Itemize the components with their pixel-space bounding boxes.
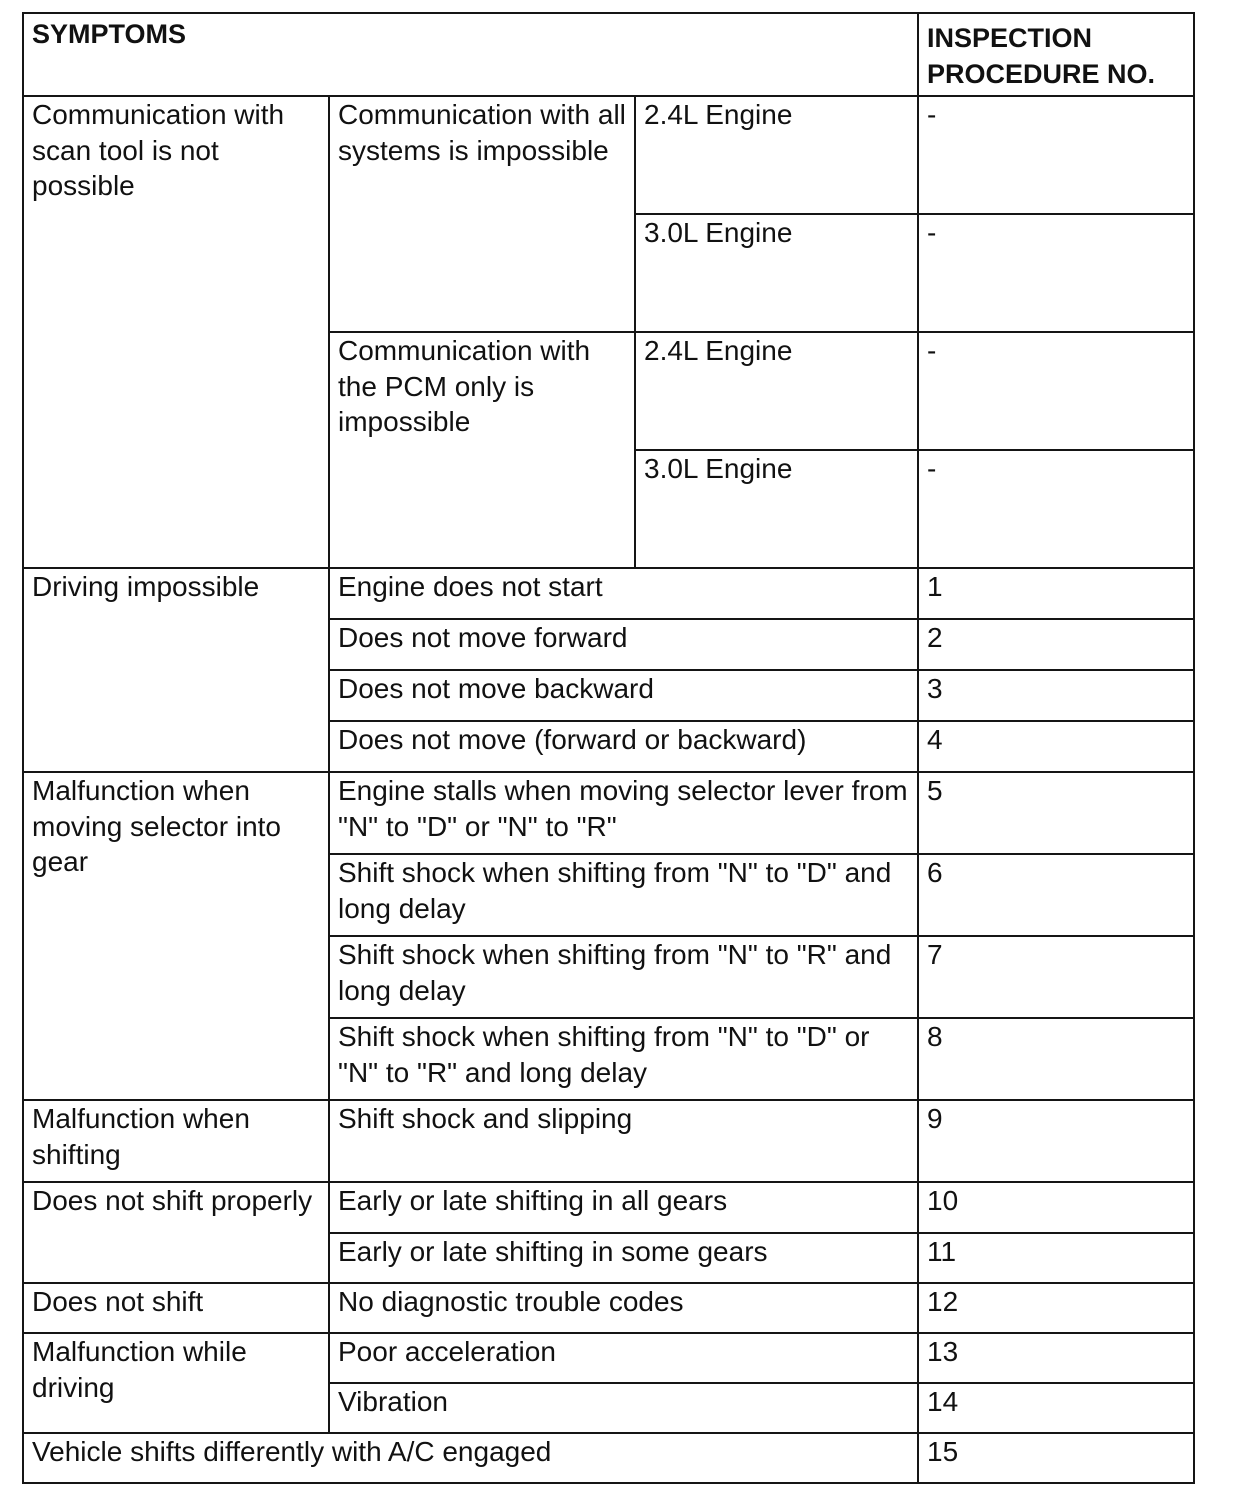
procedure-number: 1 [918, 568, 1194, 619]
procedure-number: 7 [918, 936, 1194, 1018]
procedure-number: 2 [918, 619, 1194, 670]
engine-variant: 3.0L Engine [635, 214, 918, 332]
procedure-number: 9 [918, 1100, 1194, 1182]
table-row [23, 1333, 1194, 1383]
symptom-cell: Early or late shifting in some gears [329, 1233, 918, 1283]
category-selector-into-gear: Malfunction when moving selector into gear [23, 772, 329, 1100]
category-malfunction-driving: Malfunction while driving [23, 1333, 329, 1433]
symptom-cell: Does not move (forward or backward) [329, 721, 918, 772]
table-row [23, 1283, 1194, 1333]
symptom-cell: Shift shock when shifting from "N" to "D" and long delay [329, 854, 918, 936]
table-row [23, 96, 1194, 214]
symptom-cell: Engine stalls when moving selector lever from "N" to "D" or "N" to "R" [329, 772, 918, 854]
table-row [23, 1182, 1194, 1233]
engine-variant: 2.4L Engine [635, 96, 918, 214]
table-row [23, 568, 1194, 619]
category-not-shift-properly: Does not shift properly [23, 1182, 329, 1283]
engine-variant: 3.0L Engine [635, 450, 918, 568]
procedure-number: 15 [918, 1433, 1194, 1483]
symptom-cell: Shift shock when shifting from "N" to "D" or "N" to "R" and long delay [329, 1018, 918, 1100]
procedure-number: 6 [918, 854, 1194, 936]
symptom-cell: Poor acceleration [329, 1333, 918, 1383]
inspection-procedure-header [918, 13, 1194, 96]
procedure-number: - [918, 96, 1194, 214]
symptom-cell: Does not move backward [329, 670, 918, 721]
category-malfunction-shifting: Malfunction when shifting [23, 1100, 329, 1182]
symptom-cell: Vibration [329, 1383, 918, 1433]
symptom-cell: Shift shock and slipping [329, 1100, 918, 1182]
procedure-number: - [918, 214, 1194, 332]
symptoms-header [23, 13, 918, 96]
procedure-number: 12 [918, 1283, 1194, 1333]
symptom-cell: Engine does not start [329, 568, 918, 619]
category-driving-impossible: Driving impossible [23, 568, 329, 772]
procedure-number: 11 [918, 1233, 1194, 1283]
symptom-cell: Shift shock when shifting from "N" to "R" and long delay [329, 936, 918, 1018]
symptom-cell: Does not move forward [329, 619, 918, 670]
table-row [23, 1100, 1194, 1182]
symptom-all-systems: Communication with all systems is impossible [329, 96, 635, 332]
inspection-table [22, 12, 1195, 1484]
symptom-pcm-only: Communication with the PCM only is impossible [329, 332, 635, 568]
procedure-number: 5 [918, 772, 1194, 854]
inspection-header-line1: INSPECTION [927, 23, 1093, 53]
procedure-number: 4 [918, 721, 1194, 772]
header-row [23, 13, 1194, 96]
procedure-number: - [918, 332, 1194, 450]
procedure-number: 3 [918, 670, 1194, 721]
engine-variant: 2.4L Engine [635, 332, 918, 450]
symptom-cell: No diagnostic trouble codes [329, 1283, 918, 1333]
category-communication: Communication with scan tool is not possible [23, 96, 329, 568]
procedure-number: 8 [918, 1018, 1194, 1100]
symptoms-header-label: SYMPTOMS [32, 19, 187, 49]
table-row [23, 772, 1194, 854]
procedure-number: 13 [918, 1333, 1194, 1383]
symptom-cell: Early or late shifting in all gears [329, 1182, 918, 1233]
symptom-ac-engaged: Vehicle shifts differently with A/C engaged [23, 1433, 918, 1483]
procedure-number: - [918, 450, 1194, 568]
procedure-number: 10 [918, 1182, 1194, 1233]
category-does-not-shift: Does not shift [23, 1283, 329, 1333]
procedure-number: 14 [918, 1383, 1194, 1433]
inspection-header-line2: PROCEDURE NO. [927, 59, 1156, 89]
table-row [23, 1433, 1194, 1483]
